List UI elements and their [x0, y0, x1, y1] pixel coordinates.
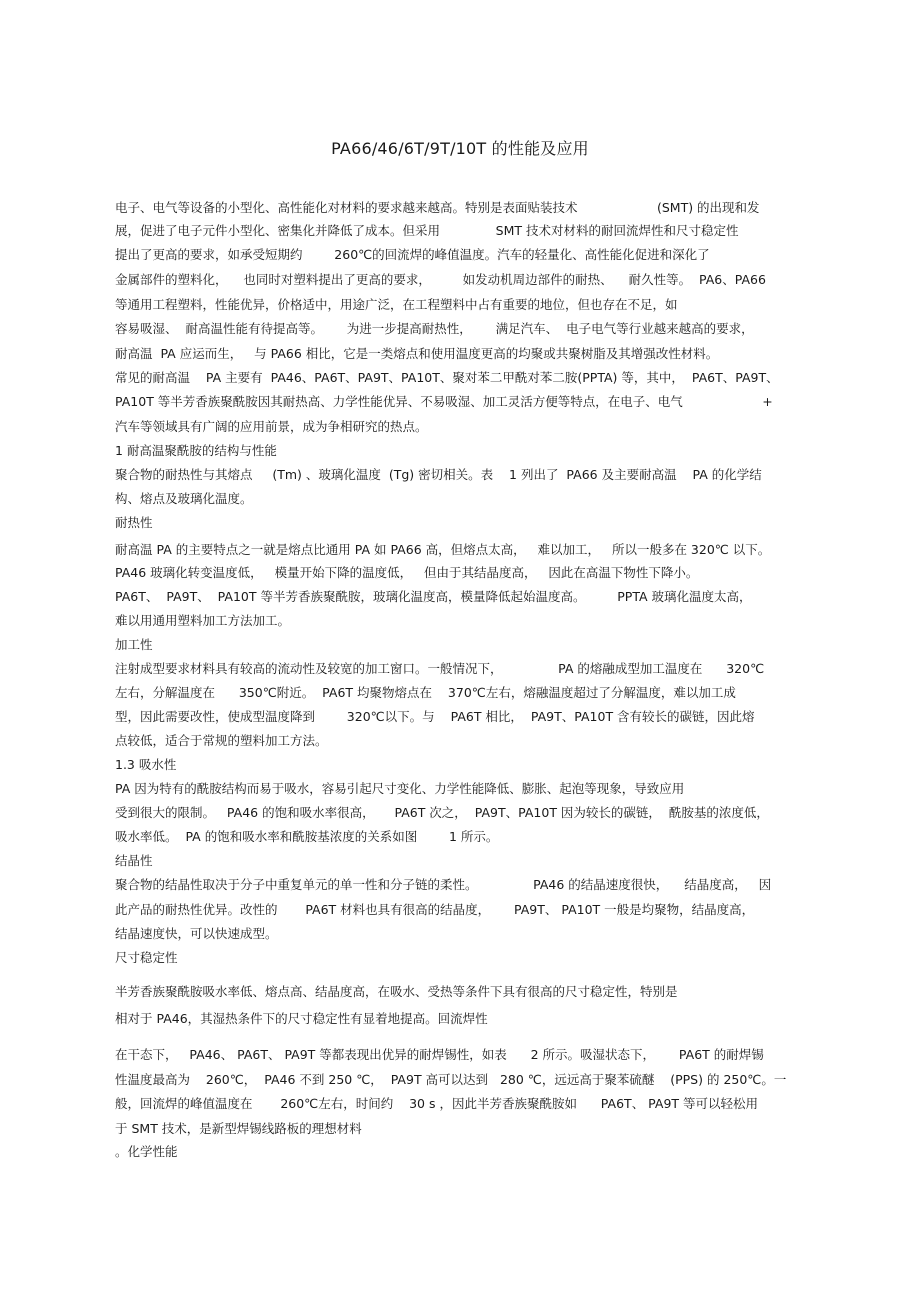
text-line: 难以用通用塑料加工方法加工。: [115, 613, 291, 628]
text-line: 金属部件的塑料化， 也同时对塑料提出了更高的要求， 如发动机周边部件的耐热、 耐久性等。 PA6、PA66: [115, 272, 766, 287]
text-line: 受到很大的限制。 PA46 的饱和吸水率很高， PA6T 次之， PA9T、PA10T 因为较长的碳链， 酰胺基的浓度低，: [115, 805, 769, 820]
section-heading: 。化学性能: [115, 1144, 178, 1159]
text-line: 提出了更高的要求，如承受短期约 260℃的回流焊的峰值温度。汽车的轻量化、高性能化促进和深化了: [115, 247, 710, 262]
page-title: PA66/46/6T/9T/10T 的性能及应用: [331, 139, 589, 158]
text-line: PA6T、 PA9T、 PA10T 等半芳香族聚酰胺，玻璃化温度高，模量降低起始温度高。 PPTA 玻璃化温度太高，: [115, 589, 752, 604]
text-line: 常见的耐高温 PA 主要有 PA46、PA6T、PA9T、PA10T、聚对苯二甲酰对苯二胺(PPTA) 等，其中， PA6T、PA9T、: [115, 370, 779, 385]
section-heading: 1 耐高温聚酰胺的结构与性能: [115, 443, 277, 458]
text-line: 此产品的耐热性优异。改性的 PA6T 材料也具有很高的结晶度， PA9T、 PA10T 一般是均聚物，结晶度高，: [115, 902, 755, 917]
text-line: 般，回流焊的峰值温度在 260℃左右，时间约 30 s ，因此半芳香族聚酰胺如 PA6T、 PA9T 等可以轻松用: [115, 1096, 759, 1111]
text-line: 左右，分解温度在 350℃附近。 PA6T 均聚物熔点在 370℃左右，熔融温度超过了分解温度，难以加工成: [115, 685, 736, 700]
text-line: 汽车等领域具有广阔的应用前景，成为争相研究的热点。: [115, 419, 428, 434]
text-line: PA46 玻璃化转变温度低， 模量开始下降的温度低， 但由于其结晶度高， 因此在高温下物性下降小。: [115, 565, 699, 580]
text-line: 聚合物的耐热性与其熔点 (Tm) 、玻璃化温度 (Tg) 密切相关。表 1 列出了 PA66 及主要耐高温 PA 的化学结: [115, 467, 762, 482]
section-heading: 加工性: [115, 637, 153, 652]
text-line: 构、熔点及玻璃化温度。: [115, 491, 253, 506]
text-line: 等通用工程塑料，性能优异，价格适中，用途广泛，在工程塑料中占有重要的地位，但也存在不足，如: [115, 297, 678, 312]
text-line: 电子、电气等设备的小型化、高性能化对材料的要求越来越高。特别是表面贴装技术 (SMT) 的出现和发: [115, 200, 760, 215]
text-line: 展，促进了电子元件小型化、密集化并降低了成本。但采用 SMT 技术对材料的耐回流焊性和尺寸稳定性: [115, 223, 739, 238]
text-line: 吸水率低。 PA 的饱和吸水率和酰胺基浓度的关系如图 1 所示。: [115, 829, 499, 844]
text-line: 型，因此需要改性，使成型温度降到 320℃以下。与 PA6T 相比， PA9T、PA10T 含有较长的碳链，因此熔: [115, 709, 755, 724]
text-line: PA10T 等半芳香族聚酰胺因其耐热高、力学性能优异、不易吸湿、加工灵活方便等特点，在电子、电气 +: [115, 394, 773, 409]
text-line: 容易吸湿、 耐高温性能有待提高等。 为进一步提高耐热性， 满足汽车、 电子电气等行业越来越高的要求，: [115, 321, 754, 336]
text-line: 聚合物的结晶性取决于分子中重复单元的单一性和分子链的柔性。 PA46 的结晶速度很快， 结晶度高， 因: [115, 877, 772, 892]
text-line: 结晶速度快，可以快速成型。: [115, 926, 278, 941]
text-line: 点较低，适合于常规的塑料加工方法。: [115, 733, 328, 748]
text-line: 耐高温 PA 应运而生， 与 PA66 相比，它是一类熔点和使用温度更高的均聚或共聚树脂及其增强改性材料。: [115, 346, 719, 361]
section-heading: 1.3 吸水性: [115, 757, 177, 772]
text-line: 于 SMT 技术，是新型焊锡线路板的理想材料: [115, 1121, 362, 1136]
text-line: 半芳香族聚酰胺吸水率低、熔点高、结晶度高，在吸水、受热等条件下具有很高的尺寸稳定性，特别是: [115, 984, 678, 999]
text-line: 在干态下， PA46、 PA6T、 PA9T 等都表现出优异的耐焊锡性，如表 2 所示。吸湿状态下， PA6T 的耐焊锡: [115, 1047, 764, 1062]
section-heading: 尺寸稳定性: [115, 950, 178, 965]
text-line: 性温度最高为 260℃， PA46 不到 250 ℃， PA9T 高可以达到 280 ℃，远远高于聚苯硫醚 (PPS) 的 250℃。一: [115, 1072, 787, 1087]
text-line: 耐高温 PA 的主要特点之一就是熔点比通用 PA 如 PA66 高，但熔点太高， 难以加工， 所以一般多在 320℃ 以下。: [115, 542, 771, 557]
section-heading: 结晶性: [115, 853, 153, 868]
text-line: 注射成型要求材料具有较高的流动性及较宽的加工窗口。一般情况下， PA 的熔融成型加工温度在 320℃: [115, 661, 765, 676]
text-line: PA 因为特有的酰胺结构而易于吸水，容易引起尺寸变化、力学性能降低、膨胀、起泡等现象，导致应用: [115, 781, 685, 796]
section-heading: 耐热性: [115, 515, 153, 530]
text-line: 相对于 PA46，其湿热条件下的尺寸稳定性有显着地提高。回流焊性: [115, 1011, 488, 1026]
